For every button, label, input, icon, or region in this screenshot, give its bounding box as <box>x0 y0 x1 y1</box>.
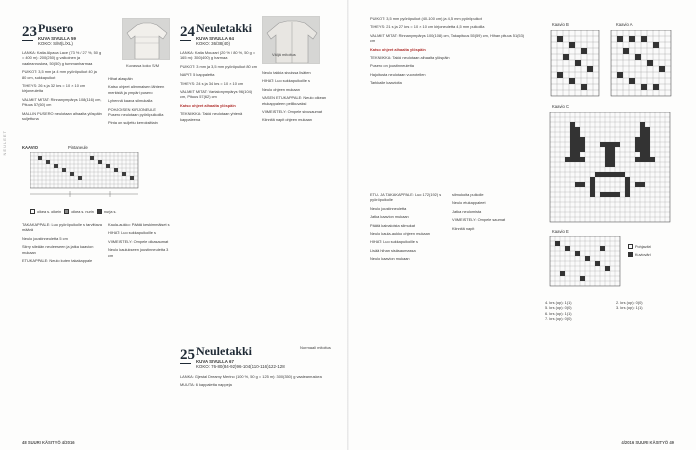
row-item: 5. krs (op): 0(0) <box>545 305 572 311</box>
text-block: TIHEYS: 26 s ja 32 krs = 10 × 10 cm kirjoneuletta <box>22 83 86 94</box>
pattern-kicker-25: KUVA SIVULLA 67 <box>196 359 234 364</box>
row-item: 4. krs (op): 1(1) <box>545 300 572 305</box>
right-column-3 <box>452 192 524 234</box>
legend-swatch <box>97 209 102 214</box>
text-block: Hihat alaspäin <box>108 76 133 81</box>
text-block: TIHEYS: 24 s ja 34 krs = 10 × 10 cm <box>180 80 244 86</box>
pattern-25-column-1 <box>180 374 340 391</box>
text-block: LANKA: Katia Alpaca Lace (73 % / 27 %, 50 g = 400 m): 200(250) g valkoinen ja vaaleanruskea, 50(50) g tummanharmaa <box>22 50 102 66</box>
photo-caption-24: Väljä mitoitus <box>272 52 296 57</box>
legend-label: Pohjaväri <box>635 245 651 249</box>
text-block: Jatka neulomista <box>452 208 482 214</box>
pattern-24-column-1 <box>180 50 258 125</box>
legend-swatch <box>30 209 35 214</box>
side-label: NEULEET <box>2 130 7 156</box>
chart-legend-23 <box>30 209 116 214</box>
stitch-chart-e <box>545 236 635 296</box>
chart-heading-23: KAAVIO <box>22 145 38 150</box>
row-item: 2. krs (op): 0(0) <box>616 300 643 305</box>
pattern-23-column-2 <box>108 76 168 129</box>
text-block: LANKA: Katia Mouzari (20 % / 80 %, 50 g = 165 m): 350(400) g harmaa <box>180 50 256 61</box>
number-underline <box>180 363 191 364</box>
legend-swatch <box>628 252 633 257</box>
pattern-number-25: 25 <box>180 347 195 363</box>
text-block: Kaula-aukko: Päätä keskimmäiset s <box>108 222 170 227</box>
text-block: Kiinnitä napit ohjeen mukaan <box>262 117 312 123</box>
chart-a-title: Kaavio A <box>616 22 633 27</box>
legend-row <box>628 252 651 257</box>
text-block: Siirry sileään neuleeseen ja jatka kaavion mukaan <box>22 244 94 255</box>
text-block: Neulo etukappaleet <box>452 200 486 206</box>
text-block: MUUTA: 6 kappaletta nappeja <box>180 382 232 388</box>
legend-label: oikea s. nurin <box>71 210 94 214</box>
stitch-chart-c <box>545 112 675 224</box>
page-gutter <box>347 0 349 450</box>
pattern-number-24: 24 <box>180 24 195 40</box>
text-block: Pusero on joustinneuletta <box>370 63 414 69</box>
text-block: Neulo joustinneuletta 5 cm <box>22 235 68 241</box>
text-block: Neulo kaavion mukaan <box>370 256 410 262</box>
text-block: HIHAT: Luo sukkapuikoille s <box>108 230 156 236</box>
text-block: Katso ohjeet alimmaisen lähteen merkistä ja ympäri pusero <box>108 84 165 95</box>
text-block: Tarkkaile kaavioita <box>370 80 402 86</box>
chart-legend-right <box>628 244 651 257</box>
text-block: HIHAT: Luo sukkapuikoille s <box>370 239 418 245</box>
legend-label: Kuvioväri <box>635 253 651 257</box>
legend-label: nurja s. <box>104 210 117 214</box>
text-block: Neulo ohjeen mukaan <box>262 86 300 92</box>
stitch-chart-23 <box>30 152 140 204</box>
text-block: NAPIT: 5 kappaletta <box>180 72 215 78</box>
pattern-title-23: Pusero <box>38 21 74 35</box>
text-block: VIIMEISTELY: Ompele olkasaumat <box>108 238 169 244</box>
text-block: TEKNIIKKA: Takki neulotaan alhaalta ylöspäin <box>370 55 450 61</box>
text-block: Neulo kaula-aukko ohjeen mukaan <box>370 231 430 237</box>
text-block: PUIKOT: 3 mm ja 3,5 mm pyöröpuikot 80 cm <box>180 63 257 69</box>
text-block: Pinta on suljettu kerroksittain <box>108 120 158 126</box>
text-block: Jatka kaavion mukaan <box>370 214 409 220</box>
chart-title-23: Pintaneule <box>68 145 88 150</box>
number-underline <box>22 40 33 41</box>
text-block: silmukoita puikolle <box>452 192 484 197</box>
row-item: 6. krs (op): 1(1) <box>545 310 572 316</box>
text-block: VALMIIT MITAT: Rinnanympärys 108(116) cm, Pituus 57(60) cm <box>22 96 102 108</box>
text-block: LANKA: Gjestal Dreamy Merino (100 %, 50 g = 125 m): 300(350) g vaaleanruskea <box>180 374 322 379</box>
sweater-photo-23 <box>122 18 170 60</box>
text-block-highlight: Katso ohjeet alhaalta ylöspäin <box>180 102 236 108</box>
number-underline <box>180 40 191 41</box>
row-item: 3. krs (op): 1(1) <box>616 305 643 311</box>
text-block: VALMIIT MITAT: Vartalonympärys 96(104) cm, Pituus 57(62) cm <box>180 89 253 100</box>
pattern-size-23: KOKO: S/M(L/XL) <box>38 41 73 46</box>
text-block: TIHEYS: 21 s ja 27 krs = 10 × 10 cm kirjoneuletta 4,5 mm puikoilla <box>370 24 485 30</box>
right-column-1 <box>370 16 525 89</box>
text-block: Hajoitusta neulotaan vuorotellen <box>370 71 426 77</box>
pattern-23-lower-column-1 <box>22 222 102 266</box>
photo-caption-23: Kuvassa koko S/M <box>126 63 160 68</box>
text-block: VASEN ETUKAPPALE: Neulo oikean etukappaleen peilikuvaksi <box>262 95 327 106</box>
text-block: TEKNIIKKA: Takki neulotaan yhtenä kappaleena <box>180 111 243 122</box>
text-block: POHJOISEN KIRJONEULE Pusero neulotaan pyöröpuikoilla <box>108 106 164 118</box>
pattern-number-23: 23 <box>22 24 37 40</box>
text-block: ETUKAPPALE: Neulo kuten takakappale <box>22 258 93 264</box>
pattern-kicker-23: KUVA SIVULLA 59 <box>38 36 76 41</box>
text-block: MALLIN PUSERO neulotaan alhaalta ylöspäin suljettuna <box>22 110 102 122</box>
page-folio-right: 4/2016 SUURI KÄSITYÖ 49 <box>621 440 674 445</box>
pattern-kicker-24: KUVA SIVULLA 64 <box>196 36 234 41</box>
pattern-24-column-2 <box>262 70 340 126</box>
pattern-23-lower-column-2 <box>108 222 170 261</box>
pattern-size-25: KOKO: 76-80(84-92)96-104(110-116)122-128 <box>196 364 285 369</box>
text-block: Lyhennä kaava silmukalla <box>108 98 153 104</box>
text-block: TAKAKAPPALE: Luo pyöröpuikolle s tarvittava määrä <box>22 222 102 233</box>
page-folio-left: 48 SUURI KÄSITYÖ 4/2016 <box>22 440 75 445</box>
chart-c-title: Kaavio C <box>552 104 569 109</box>
chart-e-title: Kaavio E <box>552 229 569 234</box>
photo-caption-25: Normaali mitoitus <box>300 345 331 350</box>
text-block: Neulo kaulukseen joustinneuletta 3 cm <box>108 247 169 258</box>
text-block: VALMIIT MITAT: Rinnanympärys 100(108) cm, Takapituus 55(59) cm, Hihan pituus 51(53) cm <box>370 32 525 44</box>
right-column-2 <box>370 192 442 265</box>
chart-b-title: Kaavio B <box>552 22 569 27</box>
text-block: ETU- JA TAKAKAPPALE: Luo 172(192) s pyöröpuikolle <box>370 192 442 203</box>
stitch-charts-ab <box>545 30 677 102</box>
text-block: Neulo takkia sivuissa lisäten <box>262 70 311 75</box>
text-block: PUIKOT: 3,5 mm pyöröpuikot (40-100 cm) ja 4,5 mm pyöröpuikot <box>370 16 482 21</box>
legend-swatch <box>64 209 69 214</box>
text-block-highlight: Katso ohjeet alhaalta ylöspäin <box>370 46 426 52</box>
legend-row <box>628 244 651 249</box>
text-block: HIHAT: Luo sukkapuikoille s <box>262 78 310 84</box>
text-block: Päätä kainaloista silmukat <box>370 222 415 228</box>
sweater-illustration <box>123 19 170 60</box>
pattern-size-24: KOKO: 36/38(40) <box>196 41 230 46</box>
pattern-title-24: Neuletakki <box>196 21 253 35</box>
pattern-23-column-1 <box>22 50 102 124</box>
pattern-title-25: Neuletakki <box>196 344 253 358</box>
text-block: PUIKOT: 3,5 mm ja 4 mm pyöröpuikot 40 ja 80 cm, sukkapuikot <box>22 69 97 80</box>
text-block: VIIMEISTELY: Ompele saumat <box>452 217 506 223</box>
row-item: 7. krs (op): 0(0) <box>545 316 572 322</box>
text-block: Lisää hihan sisäsaumassa <box>370 247 416 253</box>
text-block: VIIMEISTELY: Ompele sivusaumat <box>262 109 323 115</box>
row-list-right <box>616 300 681 311</box>
legend-label: oikea s. oikein <box>37 210 62 214</box>
text-block: Neulo joustinneuletta <box>370 205 407 211</box>
legend-swatch <box>628 244 633 249</box>
row-list-left <box>545 300 610 322</box>
text-block: Kiinnitä napit <box>452 225 475 231</box>
